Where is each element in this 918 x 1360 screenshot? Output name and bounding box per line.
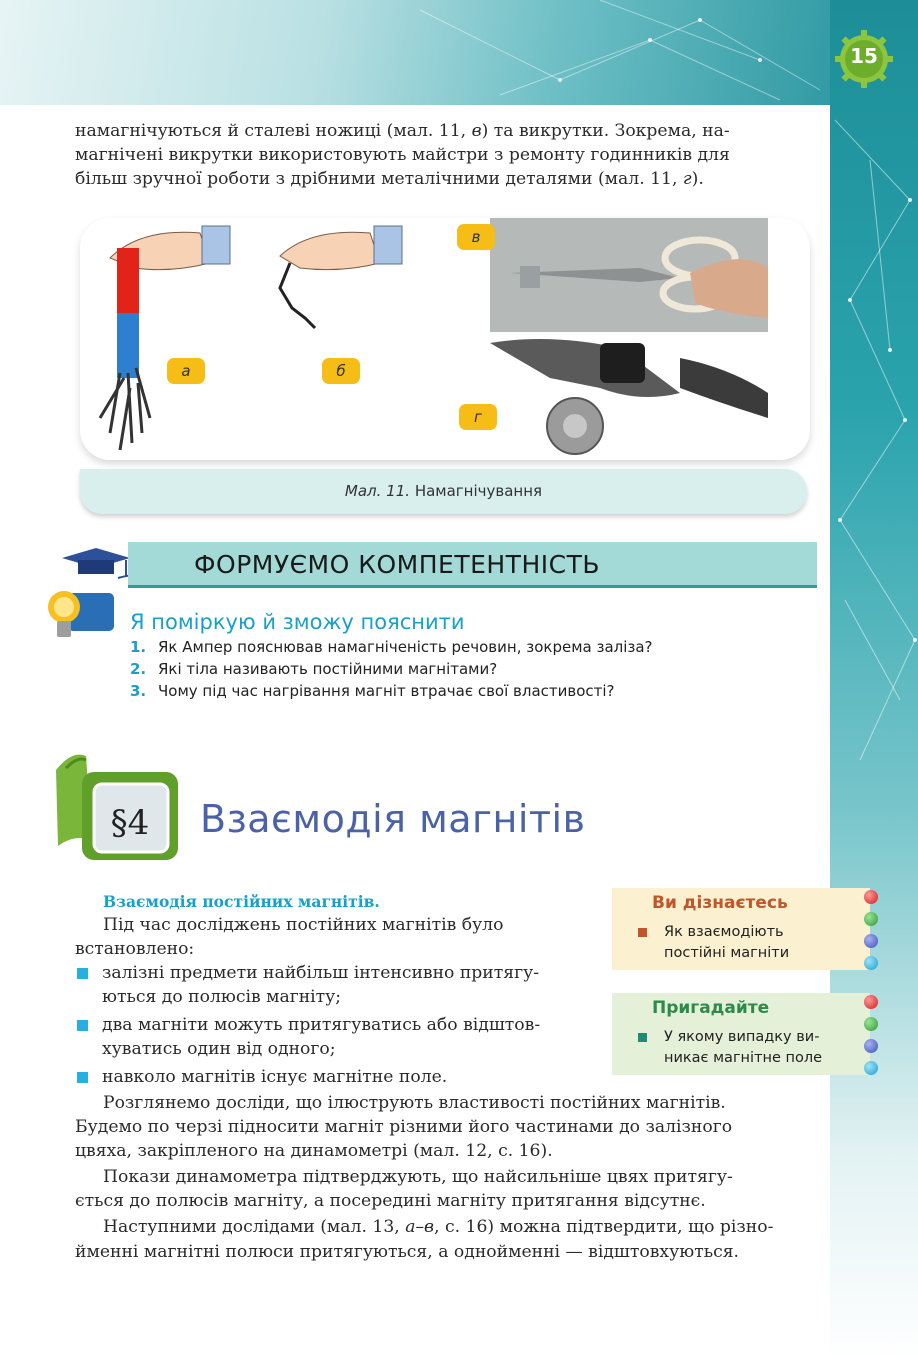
intro-line-2: магнічені викрутки використовують майстри з ремонту годинників для	[75, 145, 730, 165]
header-decoration	[0, 0, 918, 105]
network-pattern-icon	[830, 0, 918, 1360]
section-title: Взаємодія магнітів	[200, 797, 586, 841]
competence-title: ФОРМУЄМО КОМПЕТЕНТНІСТЬ	[194, 550, 601, 579]
red-dot-icon	[864, 890, 878, 904]
figure-label-g: г	[459, 404, 497, 430]
sidebox-learn	[612, 888, 870, 970]
lightbulb-icon	[46, 585, 116, 643]
nails-icon	[100, 368, 150, 450]
sidebox-recall	[612, 993, 870, 1075]
page-number: 15	[850, 44, 878, 68]
bullet-2-line2: хуватись один від одного;	[102, 1039, 336, 1059]
bullet-marker	[77, 1072, 88, 1083]
intro-line-1: намагнічуються й сталеві ножиці (мал. 11, в) та викрутки. Зокрема, на-	[75, 121, 730, 141]
square-bullet-icon	[638, 1033, 647, 1042]
competence-bar	[128, 542, 817, 588]
network-pattern-icon	[0, 0, 918, 105]
blue-dot-icon	[864, 934, 878, 948]
body-p4-line1: Наступними дослідами (мал. 13, а–в, с. 16) можна підтвердити, що різно-	[103, 1217, 774, 1237]
figure-label-v: в	[457, 224, 495, 250]
sidebox-recall-title: Пригадайте	[652, 998, 770, 1018]
cyan-dot-icon	[864, 1061, 878, 1075]
figure-11	[80, 218, 810, 460]
figure-caption: Мал. 11. Намагнічування	[344, 482, 543, 500]
figure-caption-bar	[80, 469, 807, 514]
red-dot-icon	[864, 995, 878, 1009]
body-p3-line2: ється до полюсів магніту, а посередині магніту притягання відсутнє.	[75, 1191, 706, 1211]
bullet-2-line1: два магніти можуть притягуватись або відштов-	[102, 1015, 541, 1035]
bullet-1-line2: ються до полюсів магніту;	[102, 987, 342, 1007]
figure-label-b: б	[322, 358, 360, 384]
intro-line-3: більш зручної роботи з дрібними металічними деталями (мал. 11, г).	[75, 169, 704, 189]
competence-subtitle: Я поміркую й зможу пояснити	[130, 610, 465, 634]
green-dot-icon	[864, 1017, 878, 1031]
hand-holding-chain-icon	[280, 226, 402, 328]
sidebox-learn-body: Як взаємодіють постійні магніти	[612, 918, 870, 970]
figure-label-a: а	[167, 358, 205, 384]
section-number: §4	[110, 803, 150, 843]
blue-dot-icon	[864, 1039, 878, 1053]
bullet-marker	[77, 968, 88, 979]
sidebox-learn-title: Ви дізнаєтесь	[652, 893, 788, 913]
body-p1-line1: Під час досліджень постійних магнітів було	[103, 915, 504, 935]
bullet-marker	[77, 1020, 88, 1031]
body-p3-line1: Покази динамометра підтверджують, що найсильніше цвях притягу-	[103, 1167, 733, 1187]
bullet-3-line1: навколо магнітів існує магнітне поле.	[102, 1067, 448, 1087]
question-3: 3. Чому під час нагрівання магніт втрачає свої властивості?	[130, 682, 615, 700]
body-p2-line1: Розглянемо досліди, що ілюструють властивості постійних магнітів.	[103, 1093, 726, 1113]
sidebox-recall-body: У якому випадку ви- никає магнітне поле	[612, 1023, 870, 1075]
figure-illustrations	[80, 218, 810, 460]
magnet-north-pole	[117, 248, 139, 313]
body-p1-line2: встановлено:	[75, 939, 195, 959]
bullet-1-line1: залізні предмети найбільш інтенсивно притягу-	[102, 963, 540, 983]
question-2: 2. Які тіла називають постійними магнітами?	[130, 660, 498, 678]
body-p2-line3: цвяха, закріпленого на динамометрі (мал. 12, с. 16).	[75, 1141, 553, 1161]
body-subhead: Взаємодія постійних магнітів.	[103, 892, 380, 911]
question-1: 1. Як Ампер пояснював намагніченість речовин, зокрема заліза?	[130, 638, 653, 656]
side-decoration	[830, 0, 918, 1360]
body-p2-line2: Будемо по черзі підносити магніт різними його частинами до залізного	[75, 1117, 733, 1137]
green-dot-icon	[864, 912, 878, 926]
cyan-dot-icon	[864, 956, 878, 970]
body-p4-line2: йменні магнітні полюси притягуються, а однойменні — відштовхуються.	[75, 1242, 740, 1262]
square-bullet-icon	[638, 928, 647, 937]
